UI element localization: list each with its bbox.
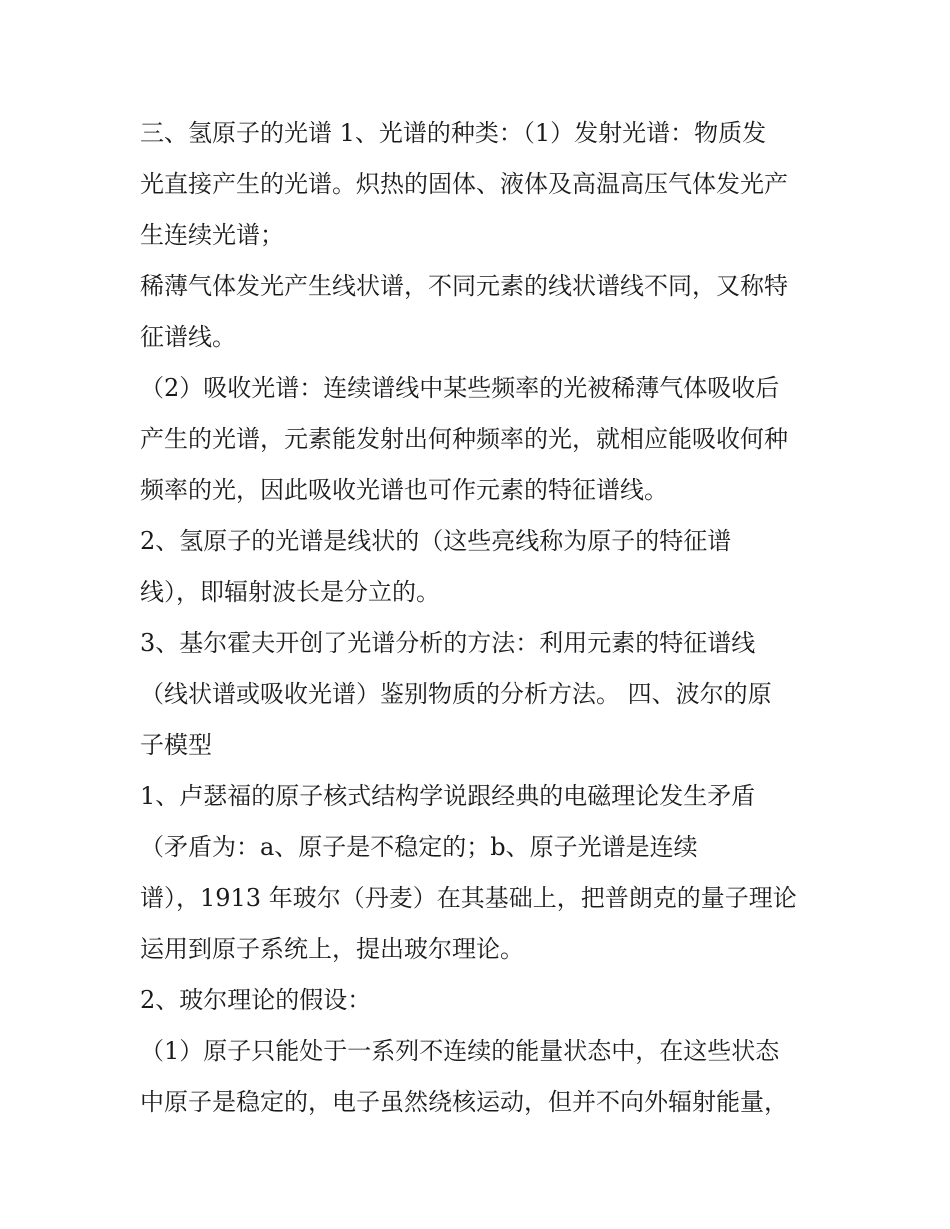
text-line: 线），即辐射波长是分立的。	[140, 578, 440, 606]
text-line: 征谱线。	[140, 323, 236, 351]
text-line: 运用到原子系统上，提出玻尔理论。	[140, 935, 524, 963]
text-line: 光直接产生的光谱。炽热的固体、液体及高温高压气体发光产	[140, 170, 788, 198]
text-line: 3、基尔霍夫开创了光谱分析的方法：利用元素的特征谱线	[140, 629, 756, 657]
text-line: 2、玻尔理论的假设：	[140, 986, 372, 1014]
text-line: 谱），1913 年玻尔（丹麦）在其基础上，把普朗克的量子理论	[140, 884, 797, 912]
text-line: 产生的光谱，元素能发射出何种频率的光，就相应能吸收何种	[140, 425, 788, 453]
text-line: 2、氢原子的光谱是线状的（这些亮线称为原子的特征谱	[140, 527, 732, 555]
text-line: （矛盾为：a、原子是不稳定的；b、原子光谱是连续	[140, 833, 698, 861]
text-line: 1、卢瑟福的原子核式结构学说跟经典的电磁理论发生矛盾	[140, 782, 756, 810]
text-line: 生连续光谱；	[140, 221, 284, 249]
document-body	[140, 108, 820, 1128]
text-line: （线状谱或吸收光谱）鉴别物质的分析方法。 四、波尔的原	[140, 680, 772, 708]
text-line: 子模型	[140, 731, 212, 759]
text-line: 三、氢原子的光谱 1、光谱的种类：（1）发射光谱：物质发	[140, 119, 767, 147]
text-line: 频率的光，因此吸收光谱也可作元素的特征谱线。	[140, 476, 668, 504]
text-line: 稀薄气体发光产生线状谱，不同元素的线状谱线不同，又称特	[140, 272, 788, 300]
text-line: （1）原子只能处于一系列不连续的能量状态中，在这些状态	[140, 1037, 780, 1065]
text-line: 中原子是稳定的，电子虽然绕核运动，但并不向外辐射能量，	[140, 1088, 788, 1116]
text-line: （2）吸收光谱：连续谱线中某些频率的光被稀薄气体吸收后	[140, 374, 780, 402]
